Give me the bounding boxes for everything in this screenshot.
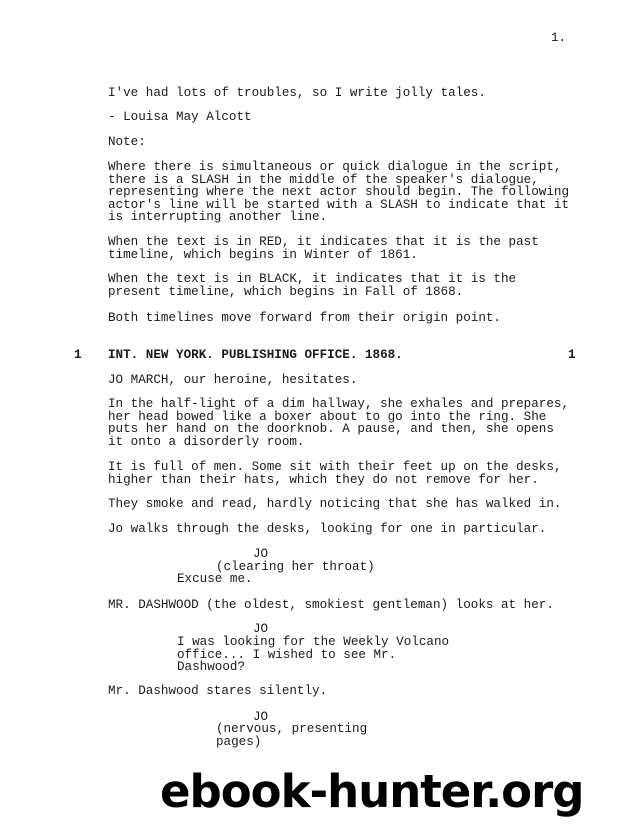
action-paragraph: It is full of men. Some sit with their feet up on the desks, higher than their hats, which they do not remove for her. — [108, 460, 562, 487]
page-number: 1. — [551, 31, 567, 45]
action-line: MR. DASHWOOD (the oldest, smokiest gentleman) looks at her. — [108, 598, 554, 612]
note-label: Note: — [108, 135, 146, 149]
epigraph: I've had lots of troubles, so I write jolly tales. — [108, 86, 486, 100]
note-black-paragraph: When the text is in BLACK, it indicates that it is the present timeline, which begins in Fall of 1868. — [108, 272, 517, 299]
action-line: They smoke and read, hardly noticing that she has walked in. — [108, 497, 562, 511]
note-forward-paragraph: Both timelines move forward from their origin point. — [108, 311, 501, 325]
epigraph-attribution: - Louisa May Alcott — [108, 110, 252, 124]
dialogue-line: Excuse me. — [177, 572, 253, 586]
watermark-text: ebook-hunter.org — [160, 765, 584, 818]
scene-heading: INT. NEW YORK. PUBLISHING OFFICE. 1868. — [108, 348, 403, 362]
scene-number-right: 1 — [568, 348, 576, 362]
note-red-paragraph: When the text is in RED, it indicates that it is the past timeline, which begins in Winter of 1861. — [108, 235, 539, 262]
scene-number-left: 1 — [74, 348, 82, 362]
action-paragraph: In the half-light of a dim hallway, she exhales and prepares, her head bowed like a boxer about to go into the ring. She puts her hand on the doorknob. A pause, and then, she opens it onto a disorderly room. — [108, 397, 570, 449]
note-slash-paragraph: Where there is simultaneous or quick dialogue in the script, there is a SLASH in the middle of the speaker's dialogue, representing where the next actor should begin. The following actor's line will be started with a SLASH to indicate that it is interrupting another line. — [108, 160, 570, 225]
character-cue: JO — [253, 710, 269, 724]
action-line: Jo walks through the desks, looking for one in particular. — [108, 522, 547, 536]
character-cue: JO — [253, 622, 269, 636]
parenthetical: (nervous, presenting pages) — [216, 722, 368, 749]
action-line: JO MARCH, our heroine, hesitates. — [108, 373, 358, 387]
character-cue: JO — [253, 547, 269, 561]
parenthetical: (clearing her throat) — [216, 560, 375, 574]
scene-heading-row — [0, 348, 637, 362]
dialogue-line: I was looking for the Weekly Volcano office... I wished to see Mr. Dashwood? — [177, 635, 450, 675]
action-line: Mr. Dashwood stares silently. — [108, 684, 328, 698]
